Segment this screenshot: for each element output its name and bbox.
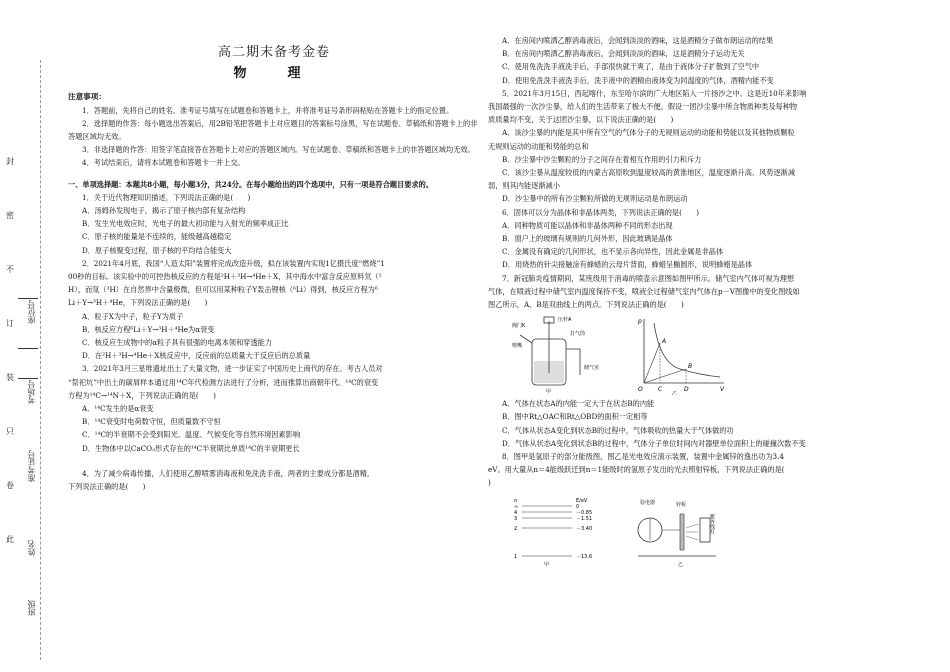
seal-char: 只: [6, 427, 14, 436]
section-heading: 一、单项选择题：本题共8小题，每小题3分，共24分。在每小题给出的四个选项中，只有一项是符合题目要求的。: [68, 179, 434, 189]
q6-option-d: D．用烧热的针尖接触涂有蜂蜡的云母片背面，蜂蜡呈椭圆形，说明蜂蜡是晶体: [502, 260, 753, 270]
level-n-4: 4: [514, 509, 518, 516]
label-electroscope: 验电器: [640, 499, 656, 506]
level-e-inf: 0: [576, 503, 580, 510]
fill-line: [18, 378, 38, 379]
notice-item: 3．非选择题的作答：用签字笔直接答在答题卡上对应的答题区域内。写在试题卷、草稿纸和答题卡上的非答题区域均无效。: [82, 145, 475, 155]
q3-stem: 方程为¹⁴C→¹⁴N＋X，下列说法正确的是( ): [68, 390, 216, 400]
q5-stem: 5．2021年3月15日，西起喀什，东至哈尔滨的广大地区陷入一片扬沙之中。这是近10年来影响: [502, 88, 807, 98]
q6-option-c: C．金属没有确定的几何形状，也不显示各向异性，因此金属是非晶体: [502, 247, 724, 257]
label-valve: 阀门K: [512, 323, 526, 330]
label-jia: 甲: [546, 389, 552, 396]
origin-o: O: [638, 386, 643, 394]
q5-option-c: C．该沙尘暴从温度较低的内蒙古高原吹到温度较高的黄淮地区，温度逐渐升高、风势逐渐减: [502, 168, 796, 178]
label-yi: 乙: [678, 561, 684, 568]
q3-option-a: A．¹⁴C发生的是α衰变: [82, 404, 154, 414]
seal-char: 装: [6, 373, 14, 382]
q4-option-b: B．在房间内喷洒乙醇消毒液后，会闻到淡淡的酒味，这是酒精分子运动无关: [502, 49, 745, 59]
notice-heading: 注意事项：: [68, 92, 106, 102]
exam-subject: 物 理: [233, 66, 315, 82]
q2-stem: 00秒的目标。该实验中的可控热核反应的方程是²H＋³H→⁴He＋X，其中海水中富含反应原料氘（²: [68, 272, 382, 282]
exam-room-label: 考场号: [27, 380, 36, 404]
q2-option-a: A．粒子X为中子，粒子Y为质子: [82, 311, 184, 321]
level-n-2: 2: [514, 525, 518, 532]
fill-line: [18, 348, 38, 349]
level-e-4: －0.85: [576, 509, 593, 516]
q2-option-d: D．在²H＋³H→⁴He＋X核反应中，反应前的总质量大于反应后的总质量: [82, 351, 311, 361]
label-yi: 乙: [672, 391, 678, 396]
fill-line: [18, 298, 38, 299]
q2-stem: Li＋Y→³H＋⁴He，下列说法正确的是( ): [68, 298, 208, 308]
axis-v: V: [720, 386, 725, 394]
q4-option-a: A．在房间内喷洒乙醇消毒液后，会闻到淡淡的酒味，这是酒精分子做布朗运动的结果: [502, 36, 774, 45]
label-air-chamber: 储气室: [584, 365, 600, 372]
q3-option-b: B．¹⁴C衰变时电荷数守恒，但质量数不守恒: [82, 417, 221, 427]
q6-option-b: B．窗户上的玻璃有规则的几何外形，因此玻璃是晶体: [502, 234, 673, 244]
q3-option-c: C．¹⁴C的半衰期不会受到阳光、温度、气候变化等自然环境因素影响: [82, 430, 301, 440]
q7-stem: 7．新冠肺炎疫情期间，某班级用于消毒的喷壶示意图如图甲所示。储气室内气体可视为理想: [502, 273, 795, 283]
energy-level-diagram: [510, 494, 610, 568]
seal-char: 封: [6, 157, 14, 166]
notice-item: 2．选择题的作答：每小题选出答案后，用2B铅笔把答题卡上对应题目的答案标号涂黑，写在试题卷、草稿纸和答题卡上的非答题区域均无效。: [68, 118, 478, 142]
axis-p: p: [638, 318, 642, 326]
ticket-number-label: 准考证号: [27, 450, 36, 482]
q2-option-c: C．核反应生成物中的α粒子具有很强的电离本领和穿透能力: [82, 338, 273, 348]
seal-char: 不: [6, 265, 14, 274]
cut-line: [40, 60, 41, 660]
seal-char: 密: [6, 211, 14, 220]
q3-stem: “祭祀坑”中出土的碳屑样本通过用¹⁴C年代检测方法进行了分析，进而推算出商朝年代。¹⁴C的衰变: [68, 377, 379, 387]
q2-option-b: B．核反应方程⁶Li＋Y→³H＋⁴He为α衰变: [82, 324, 215, 334]
header-e: E/eV: [576, 497, 588, 504]
label-nozzle: 喷嘴: [512, 343, 523, 350]
binding-gutter: [0, 0, 62, 672]
level-e-1: －13.6: [576, 553, 593, 560]
q7-stem: 图乙所示，A、B是双曲线上的两点。下列说法正确的是( ): [488, 300, 684, 310]
q7-option-a: A．气体在状态A的内能一定大于在状态B的内能: [502, 399, 655, 409]
q6-stem: 6．固体可以分为晶体和非晶体两类，下列说法正确的是( ): [502, 207, 700, 217]
q1-stem: 1．关于近代物理知识描述，下列说法正确的是( ): [82, 192, 251, 202]
point-c: C: [658, 386, 663, 394]
q5-option-b: B．沙尘暴中沙尘颗粒的分子之间存在着相互作用的引力和斥力: [502, 154, 702, 164]
q4-stem: 下列说法正确的是( ): [68, 482, 146, 492]
seal-char: 订: [6, 319, 14, 328]
q4-option-c: C．使用免洗洗手液洗手后，手部很快就干爽了，是由于液体分子扩散到了空气中: [502, 62, 760, 72]
point-d: D: [684, 386, 689, 394]
point-b: B: [688, 363, 693, 371]
label-uv-lamp: 紫外线灯: [709, 513, 715, 534]
q7-option-b: B．图中Rt△OAC和Rt△OBD的面积一定相等: [502, 412, 648, 422]
seal-char: 卷: [6, 481, 14, 490]
notice-item: 1．答题前，先将自己的姓名、准考证号填写在试题卷和答题卡上，并将准考证号条形码粘贴在答题卡上的指定位置。: [82, 105, 454, 115]
q4-stem: 4．为了减少病毒传播，人们使用乙醇喷雾消毒液和免洗洗手液，两者的主要成分都是酒精，: [82, 468, 375, 478]
q8-stem: ): [488, 478, 491, 488]
q1-option-d: D．原子核聚变过程，原子核的平均结合能变大: [82, 245, 232, 255]
q5-option-a: A．该沙尘暴的内能是其中所有空气的气体分子的无规则运动的动能和势能以及其他物质颗粒: [502, 128, 795, 138]
pv-graph: [630, 313, 730, 395]
q5-option-a-cont: 无规则运动的动能和势能的总和: [488, 141, 589, 151]
level-n-inf: ∞: [514, 503, 519, 510]
label-zinc-plate: 锌板: [676, 501, 687, 508]
header-n: n: [514, 497, 518, 504]
right-column: [488, 34, 936, 570]
q7-option-d: D．气体从状态A变化到状态B的过程中，气体分子单位时间内对器壁单位面积上的碰撞次数不变: [502, 438, 806, 448]
level-n-3: 3: [514, 515, 518, 522]
q5-option-d: D．沙尘暴中的所有沙尘颗粒所做的无规则运动是布朗运动: [502, 194, 688, 204]
level-n-1: 1: [514, 553, 518, 560]
q5-stem: 质质量均不变，关于这团沙尘暴，以下说法正确的是( ): [488, 115, 674, 125]
q1-option-c: C．原子核的能量是不连续的，能级越高越稳定: [82, 232, 232, 242]
q5-option-c-cont: 弱，则其内能逐渐减小: [488, 181, 560, 191]
q2-stem: H），而氚（³H）在自然界中含量极微，但可以用某种粒子Y轰击锂核（⁶Li）得到，核反应方程为⁶: [68, 285, 378, 295]
photoelectric-apparatus: [620, 494, 730, 568]
notice-item: 4．考试结束后，请将本试题卷和答题卡一并上交。: [82, 158, 245, 168]
q7-option-c: C．气体从状态A变化到状态B的过程中，气体吸收的热量大于气体做的功: [502, 425, 734, 435]
q8-stem: 8．图甲是氢原子的部分能级图，图乙是光电效应演示装置，装置中金属锌的逸出功为3.4: [502, 452, 784, 462]
level-e-3: －1.51: [576, 515, 593, 522]
point-a: A: [662, 338, 667, 346]
name-label: 姓名: [27, 540, 36, 556]
level-e-2: －3.40: [576, 525, 593, 532]
q5-stem: 我国最强的一次沙尘暴，给人们的生活带来了极大不便。假设一团沙尘暴中所含物质种类及每种物: [488, 102, 798, 112]
label-press-rod: 压杆A: [558, 317, 572, 324]
seal-char: 此: [6, 535, 14, 544]
q3-stem: 3．2021年3月三星堆遗址出土了大量文物，进一步证实了中国历史上商代的存在。考古人员对: [82, 364, 383, 374]
q8-figure: [510, 494, 936, 568]
label-jia: 甲: [544, 561, 550, 568]
q7-stem: 气体，在喷液过程中储气室内温度保持不变，喷液全过程储气室内气体在p－V图像中的变化图线如: [488, 286, 800, 296]
q2-stem: 2．2021年4月底，我国“人造太阳”装置将完成改造升级，拟在该装置内实现1亿摄氏度“燃烧”1: [82, 258, 385, 268]
class-label: 班级: [27, 600, 36, 616]
q6-option-a: A．同种物质可能以晶体和非晶体两种不同的形态出现: [502, 220, 673, 230]
left-column: [68, 0, 480, 493]
q4-option-d: D．使用免洗洗手液洗手后，洗手液中的酒精由液体变为同温度的气体，酒精内能不变: [502, 75, 774, 85]
q1-option-a: A．汤姆孙发现电子，揭示了原子核内部有复杂结构: [82, 206, 246, 216]
seat-number-label: 座位号: [27, 300, 36, 324]
q7-figure: [510, 313, 936, 395]
q8-stem: eV。用大量从n＝4能级跃迁到n＝1能级时的氢原子发出的光去照射锌板，下列说法正确的是(: [488, 465, 792, 475]
label-pump: 打气筒: [570, 331, 586, 338]
sprayer-diagram: [510, 313, 620, 395]
exam-title: 高二期末备考金卷: [217, 45, 330, 60]
q3-option-d: D．生物体中以CaCO₃形式存在的¹⁴C半衰期比单质¹⁴C的半衰期更长: [82, 443, 300, 453]
q1-option-b: B．发生光电效应时，光电子的最大初动能与入射光的频率成正比: [82, 219, 289, 229]
